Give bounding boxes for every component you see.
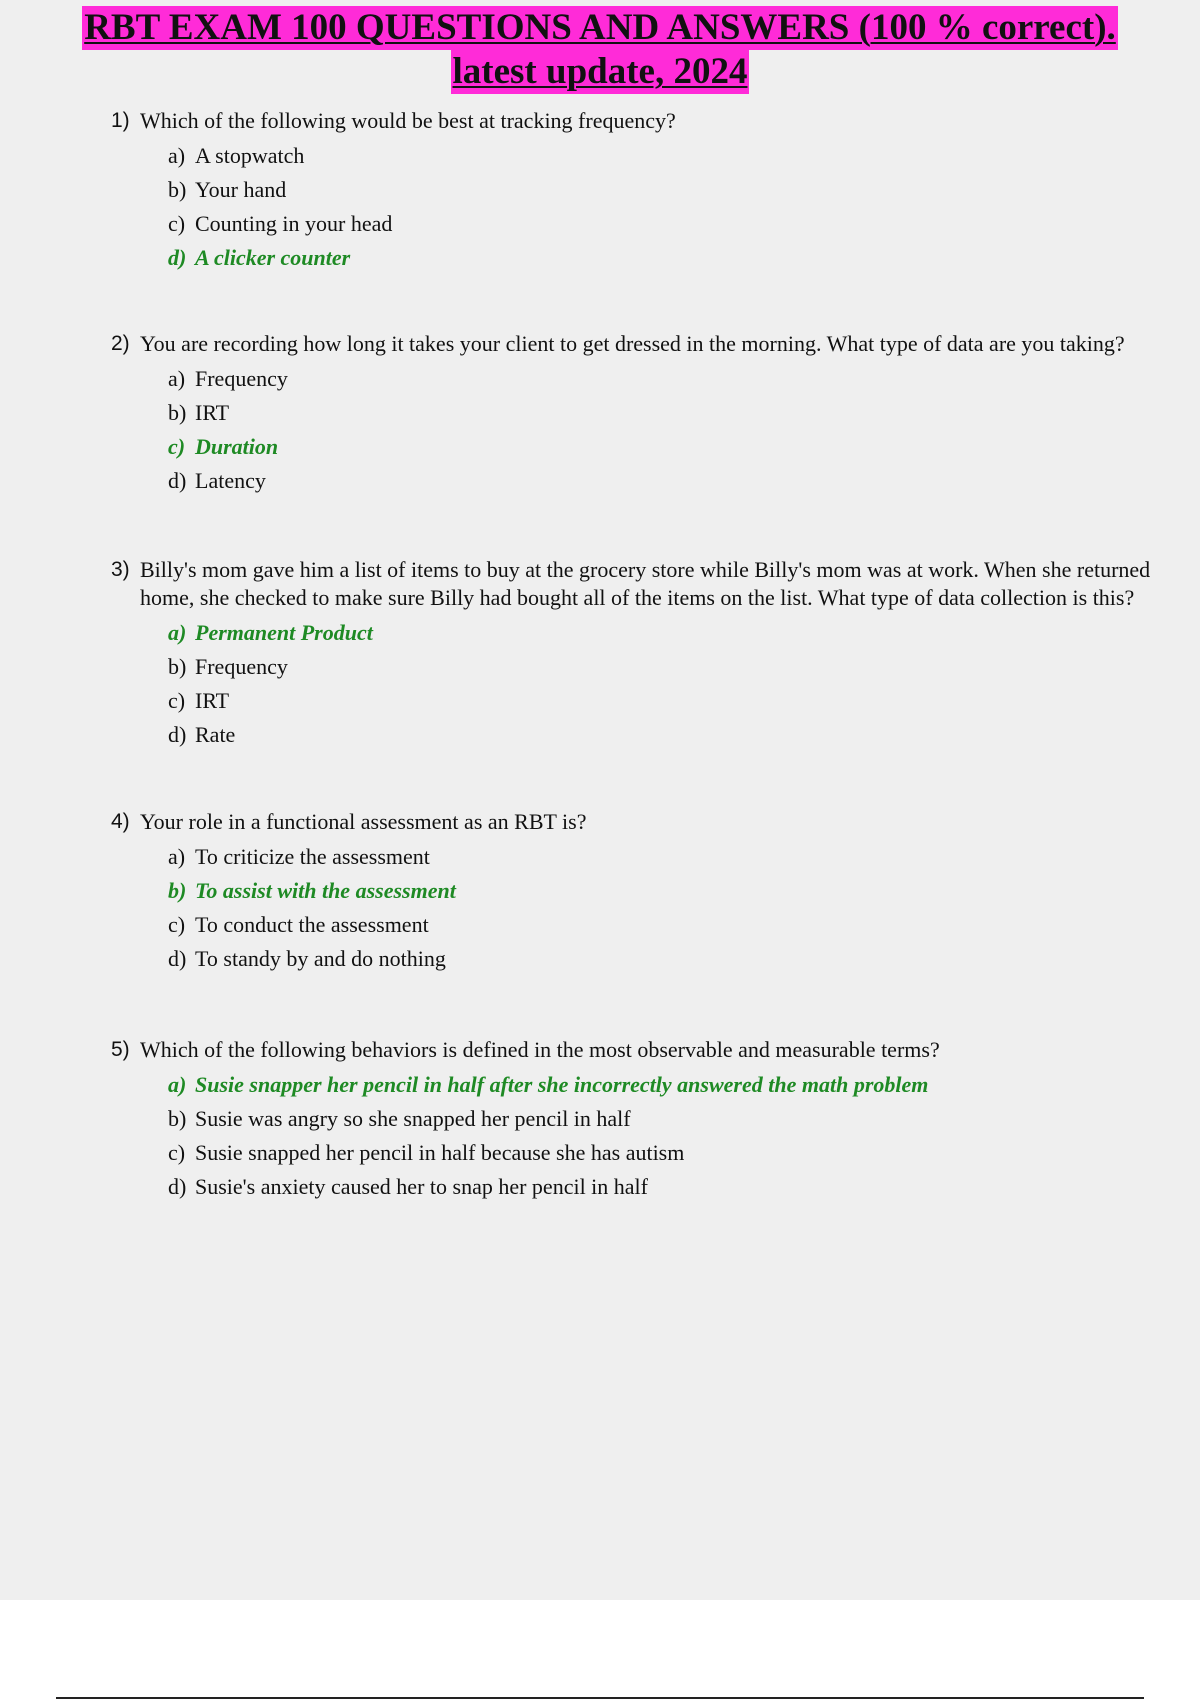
option-text: To standy by and do nothing [195,946,446,971]
option-c [168,1136,1151,1170]
option-a [168,362,1151,396]
question-text: Billy's mom gave him a list of items to buy at the grocery store while Billy's mom was at work. When she returned home, she checked to make sure Billy had bought all of the items on the list. What type of data collection is this? [140,557,1151,610]
footer-divider [56,1697,1144,1699]
document-title [0,6,1200,94]
answer-options [168,1068,1151,1204]
question-1 [111,107,1151,275]
option-letter: a) [168,1072,187,1097]
option-text: A clicker counter [195,245,351,270]
question-number: 1) [111,109,130,132]
question-4 [111,808,1151,976]
option-letter: d) [168,722,187,747]
option-a-correct [168,1068,1151,1102]
question-number: 3) [111,558,130,581]
option-text: Frequency [195,366,288,391]
option-b [168,173,1151,207]
option-text: Susie snapper her pencil in half after she incorrectly answered the math problem [195,1072,929,1097]
option-text: Your hand [195,177,287,202]
option-text: Duration [195,434,279,459]
option-c [168,684,1151,718]
option-letter: a) [168,620,187,645]
question-text: Which of the following would be best at tracking frequency? [140,108,676,133]
option-b [168,396,1151,430]
option-d [168,464,1151,498]
option-text: Susie's anxiety caused her to snap her pencil in half [195,1174,648,1199]
option-letter: c) [168,211,186,236]
answer-options [168,616,1151,752]
answer-options [168,362,1151,498]
option-letter: a) [168,366,186,391]
option-a [168,840,1151,874]
option-letter: c) [168,434,186,459]
question-5 [111,1036,1151,1204]
option-letter: a) [168,844,186,869]
option-a [168,139,1151,173]
option-letter: b) [168,1106,187,1131]
option-text: IRT [195,688,230,713]
option-letter: b) [168,177,187,202]
option-text: To assist with the assessment [195,878,456,903]
option-letter: c) [168,1140,186,1165]
option-d-correct [168,241,1151,275]
answer-options [168,139,1151,275]
option-text: To conduct the assessment [195,912,429,937]
question-text: Which of the following behaviors is defined in the most observable and measurable terms? [140,1037,940,1062]
option-letter: d) [168,245,187,270]
option-text: To criticize the assessment [195,844,430,869]
option-a-correct [168,616,1151,650]
option-text: IRT [195,400,230,425]
option-letter: d) [168,468,187,493]
option-letter: c) [168,688,186,713]
option-letter: d) [168,946,187,971]
option-text: Rate [195,722,236,747]
option-b [168,650,1151,684]
option-text: Susie snapped her pencil in half because she has autism [195,1140,685,1165]
option-b-correct [168,874,1151,908]
question-3 [111,556,1151,752]
question-number: 4) [111,810,130,833]
question-number: 5) [111,1038,130,1061]
option-letter: a) [168,143,186,168]
title-line-1: RBT EXAM 100 QUESTIONS AND ANSWERS (100 % correct). [84,7,1116,48]
option-d [168,942,1151,976]
option-letter: d) [168,1174,187,1199]
option-text: A stopwatch [195,143,305,168]
answer-options [168,840,1151,976]
question-text: Your role in a functional assessment as an RBT is? [140,809,587,834]
question-number: 2) [111,332,130,355]
option-letter: c) [168,912,186,937]
option-text: Frequency [195,654,288,679]
option-b [168,1102,1151,1136]
option-d [168,1170,1151,1204]
option-text: Susie was angry so she snapped her pencil in half [195,1106,631,1131]
option-letter: b) [168,654,187,679]
question-2 [111,330,1151,498]
option-letter: b) [168,400,187,425]
option-letter: b) [168,878,187,903]
option-text: Counting in your head [195,211,393,236]
option-d [168,718,1151,752]
option-c [168,207,1151,241]
question-text: You are recording how long it takes your client to get dressed in the morning. What type of data are you taking? [140,331,1125,356]
title-line-2: latest update, 2024 [452,51,748,92]
option-text: Latency [195,468,266,493]
option-text: Permanent Product [195,620,373,645]
option-c-correct [168,430,1151,464]
option-c [168,908,1151,942]
